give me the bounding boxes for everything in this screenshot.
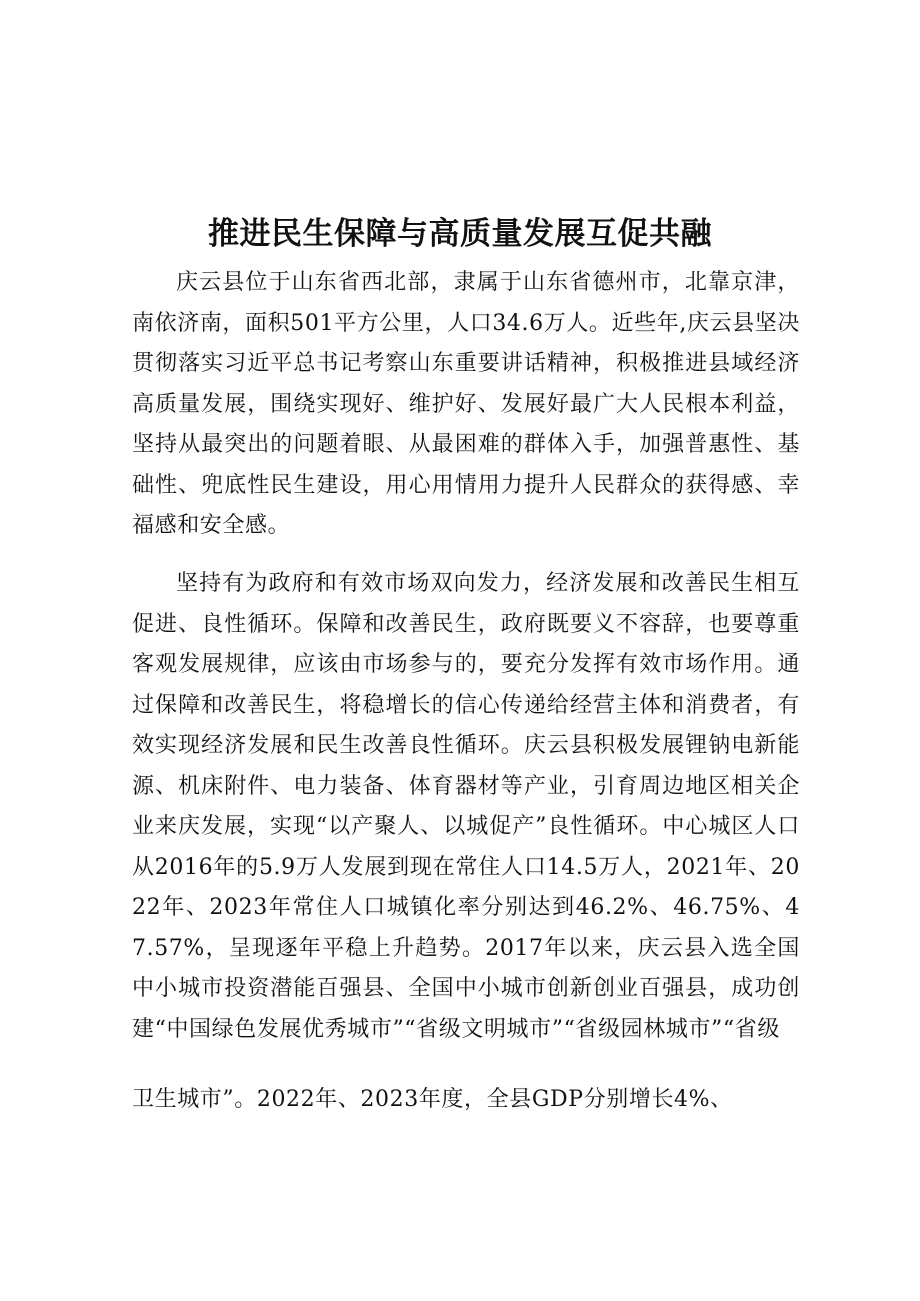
paragraph-2: 坚持有为政府和有效市场双向发力，经济发展和改善民生相互促进、良性循环。保障和改善民生，政府既要义不容辞，也要尊重客观发展规律，应该由市场参与的，要充分发挥有效市场作用。通过保障和改善民生，将稳增长的信心传递给经营主体和消费者，有效实现经济发展和民生改善良性循环。庆云县积极发展锂钠电新能源、机床附件、电力装备、体育器材等产业，引育周边地区相关企业来庆发展，实现“以产聚人、以城促产”良性循环。中心城区人口从2016年的5.9万人发展到现在常住人口14.5万人，2021年、2022年、2023年常住人口城镇化率分别达到46.2%、46.75%、47.57%，呈现逐年平稳上升趋势。2017年以来，庆云县入选全国中小城市投资潜能百强县、全国中小城市创新创业百强县，成功创建“中国绿色发展优秀城市”“省级文明城市”“省级园林城市”“省级	[132, 571, 800, 1042]
paragraph-2-final-line: 卫生城市”。2022年、2023年度，全县GDP分别增长4%、	[132, 1087, 733, 1112]
paragraph-1: 庆云县位于山东省西北部，隶属于山东省德州市，北靠京津，南依济南，面积501平方公里，人口34.6万人。近些年,庆云县坚决贯彻落实习近平总书记考察山东重要讲话精神，积极推进县域经济高质量发展，围绕实现好、维护好、发展好最广大人民根本利益，坚持从最突出的问题着眼、从最困难的群体入手，加强普惠性、基础性、兜底性民生建设，用心用情用力提升人民群众的获得感、幸福感和安全感。	[132, 270, 800, 538]
document-title: 推进民生保障与高质量发展互促共融	[208, 216, 712, 252]
